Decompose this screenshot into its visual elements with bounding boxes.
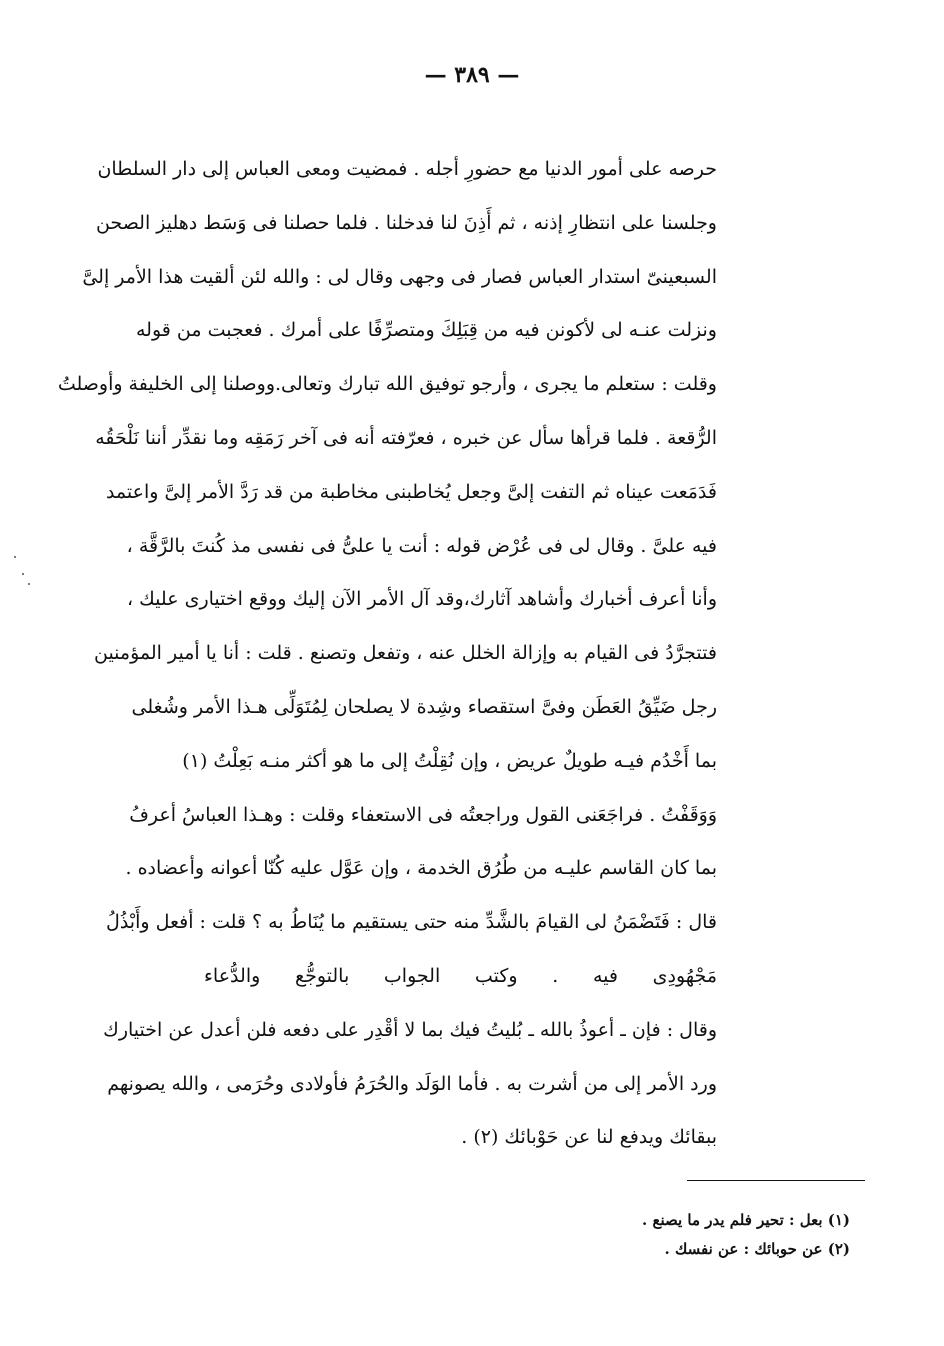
text-line: وجلسنا على انتظارِ إذنه ، ثم أَذِنَ لنا فدخلنا . فلما حصلنا فى وَسَط دهليز الصحن <box>95 211 717 234</box>
text-line: وَوَقَفْتُ . فراجَعَنى القول وراجعتُه فى الاستعفاء وقلت : وهـذا العباسُ أعرفُ <box>129 803 717 826</box>
margin-speck <box>22 573 24 575</box>
text-line: ونزلت عنـه لى لأكونن فيه من قِبَلِكَ ومتصرِّفًا على أمرك . فعجبت من قوله <box>135 319 717 342</box>
text-line: وقلت : ستعلم ما يجرى ، وأرجو توفيق الله تبارك وتعالى.ووصلنا إلى الخليفة وأوصلتُ <box>57 373 717 396</box>
text-line: بما كان القاسم عليـه من طُرُق الخدمة ، وإن عَوَّل عليه كُنّا أعوانه وأعضاده . <box>125 857 717 880</box>
text-line: قال : فَتَضْمَنُ لى القيامَ بالشَّدِّ منه حتى يستقيم ما يُنَاطُ به ؟ قلت : أفعل وأَبْذُلُ <box>106 911 717 934</box>
footnote-separator <box>687 1180 865 1181</box>
text-line: ورد الأمر إلى من أشرت به . فأما الوَلَد والحُرَمُ فأولادى وحُرَمى ، والله يصونهم <box>107 1072 717 1095</box>
text-line: وقال : فإن ـ أعوذُ بالله ـ بُليتُ فيك بما لا أقْدِر على دفعه فلن أعدل عن اختيارك <box>103 1018 717 1041</box>
text-line: فتتجرَّدُ فى القيام به وإزالة الخلل عنه ، وتفعل وتصنع . قلت : أنا يا أمير المؤمنين <box>93 642 717 665</box>
text-line: حرصه على أمور الدنيا مع حضورِ أجله . فمضيت ومعى العباس إلى دار السلطان <box>97 158 717 180</box>
text-line: فَدَمَعت عيناه ثم التفت إلىَّ وجعل يُخاطبنى مخاطبة من قد رَدَّ الأمر إلىَّ واعتمد <box>105 480 717 503</box>
text-line: الرُّقعة . فلما قرأها سأل عن خبره ، فعرّفته أنه فى آخر رَمَقِه وما نقدِّر أننا نَلْحَقُه <box>95 426 717 449</box>
footnotes <box>560 1206 850 1264</box>
text-line: السبعينىّ استدار العباس فصار فى وجهى وقال لى : والله لئن ألقيت هذا الأمر إلىَّ <box>82 265 717 288</box>
text-line: فيه علىَّ . وقال لى فى عُرْض قوله : أنت يا علىُّ فى نفسى مذ كُنتَ بالرَّقَّة ، <box>126 534 717 557</box>
text-line: وأنا أعرف أخبارك وأشاهد آثارك،وقد آل الأمر الآن إليك ووقع اختيارى عليك ، <box>126 588 717 611</box>
text-line: ببقائك ويدفع لنا عن حَوْبائك (٢) . <box>461 1126 717 1149</box>
body-text <box>57 143 717 1165</box>
text-line: مَجْهُودِى فيه . وكتب الجواب بالتوجُّع والدُّعاء <box>204 964 717 987</box>
text-line: رجل ضَيِّقُ العَطَن وفىَّ استقصاء وشِدة لا يصلحان لِمُتَوَلِّى هـذا الأمر وشُغلى <box>131 695 717 718</box>
margin-speck <box>14 556 16 558</box>
margin-speck <box>28 583 30 585</box>
footnote-1: (١) بعل : تحير فلم يدر ما يصنع . <box>642 1211 850 1229</box>
text-line: بما أَخْدُم فيـه طويلٌ عريض ، وإن نُقِلْتُ إلى ما هو أكثر منـه بَعِلْتُ (١) <box>182 749 717 772</box>
page-number: — ٣٨٩ — <box>424 62 520 88</box>
footnote-2: (٢) عن حوبائك : عن نفسك . <box>664 1240 850 1258</box>
